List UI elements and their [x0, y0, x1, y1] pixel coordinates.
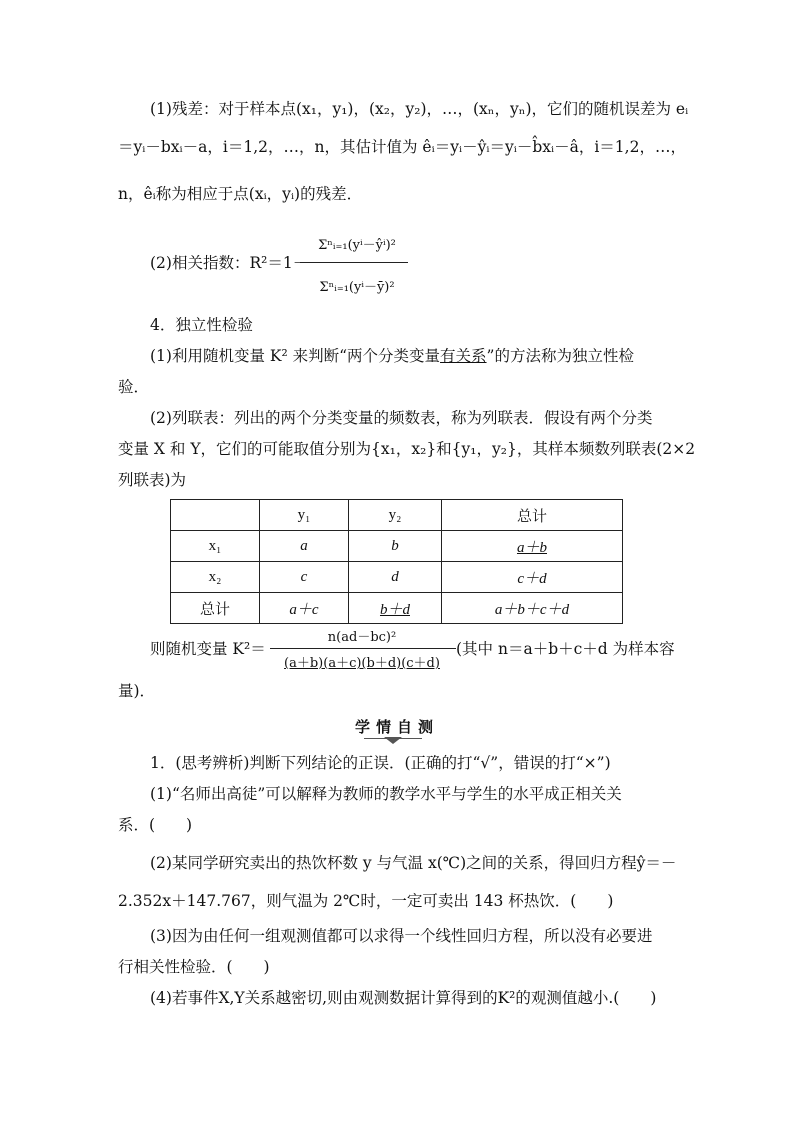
- table-cell: [171, 500, 260, 531]
- section-4-p1-underlined: 有关系: [440, 347, 487, 365]
- residual-line-3: n，êᵢ称为相应于点(xᵢ，yᵢ)的残差．: [118, 185, 363, 203]
- q1-stem: 1．(思考辨析)判断下列结论的正误．(正确的打“√”，错误的打“×”): [150, 754, 611, 772]
- q1-item-4: (4)若事件X,Y关系越密切,则由观测数据计算得到的K²的观测值越小.( ): [150, 989, 657, 1007]
- table-row: [171, 531, 623, 562]
- q1-item-2-line-1: (2)某同学研究卖出的热饮杯数 y 与气温 x(℃)之间的关系，得回归方程ŷ＝－: [150, 854, 677, 872]
- k2-suffix: (其中 n＝a＋b＋c＋d 为样本容: [456, 640, 675, 658]
- k2-prefix: 则随机变量 K²＝: [150, 640, 266, 658]
- k2-denominator: (a＋b)(a＋c)(b＋d)(c＋d): [284, 656, 440, 671]
- table-cell: y₁: [260, 500, 349, 531]
- table-cell: x₂: [171, 562, 260, 593]
- section-4-p1-a: (1)利用随机变量 K² 来判断“两个分类变量: [150, 347, 441, 365]
- heading-triangle-icon: [384, 737, 402, 744]
- table-header-row: [171, 500, 623, 531]
- section-heading: [0, 716, 794, 737]
- q1-item-2-line-2: 2.352x＋147.767，则气温为 2℃时，一定可卖出 143 杯热饮．( ): [118, 892, 614, 910]
- section-4-p1-end: 验．: [118, 378, 150, 396]
- q1-item-1-line-1: (1)“名师出高徒”可以解释为教师的教学水平与学生的水平成正相关关: [150, 785, 622, 803]
- k2-end: 量)．: [118, 682, 156, 700]
- residual-line-1: (1)残差：对于样本点(x₁，y₁)，(x₂，y₂)，…，(xₙ，yₙ)，它们的随机误差为 eᵢ: [150, 100, 689, 118]
- q1-item-3-line-1: (3)因为由任何一组观测值都可以求得一个线性回归方程，所以没有必要进: [150, 927, 653, 945]
- section-4-p2-line-1: (2)列联表：列出的两个分类变量的频数表，称为列联表．假设有两个分类: [150, 409, 653, 427]
- k2-fraction-bar: [270, 648, 456, 649]
- correlation-label: (2)相关指数：R²＝1－: [150, 254, 309, 272]
- table-cell: a＋b: [442, 531, 623, 562]
- table-cell: a＋b＋c＋d: [442, 593, 623, 624]
- k2-numerator: n(ad－bc)²: [327, 630, 397, 645]
- residual-line-2: ＝yᵢ－bxᵢ－a，i＝1,2，…，n，其估计值为 êᵢ＝yᵢ－ŷᵢ＝yᵢ－b̂xᵢ－â，i＝1,2，…，: [118, 138, 686, 156]
- contingency-table: [170, 499, 623, 624]
- section-4-p1-b: ”的方法称为独立性检: [486, 347, 634, 365]
- section-4-p2-line-3: 列联表)为: [118, 471, 187, 489]
- table-cell: c: [260, 562, 349, 593]
- table-cell: 总计: [171, 593, 260, 624]
- section-heading-text: 学情自测: [354, 718, 439, 736]
- table-cell: 总计: [442, 500, 623, 531]
- correlation-denominator: Σⁿᵢ₌₁(yⁱ－ȳ)²: [319, 280, 395, 295]
- correlation-fraction-bar: [300, 262, 408, 263]
- q1-item-1-line-2: 系．( ): [118, 816, 193, 834]
- table-cell: a＋c: [260, 593, 349, 624]
- table-cell: c＋d: [442, 562, 623, 593]
- table-row: [171, 562, 623, 593]
- correlation-numerator: Σⁿᵢ₌₁(yⁱ－ŷⁱ)²: [318, 238, 396, 253]
- table-cell: b: [349, 531, 442, 562]
- table-row: [171, 593, 623, 624]
- section-4-title: 4．独立性检验: [150, 316, 253, 334]
- section-4-p2-line-2: 变量 X 和 Y，它们的可能取值分别为{x₁，x₂}和{y₁，y₂}，其样本频数列联表(2×2: [118, 440, 696, 458]
- table-cell: y₂: [349, 500, 442, 531]
- table-cell: x₁: [171, 531, 260, 562]
- q1-item-3-line-2: 行相关性检验．( ): [118, 958, 270, 976]
- section-4-p1: [150, 345, 634, 367]
- table-cell: d: [349, 562, 442, 593]
- table-cell: b＋d: [349, 593, 442, 624]
- table-cell: a: [260, 531, 349, 562]
